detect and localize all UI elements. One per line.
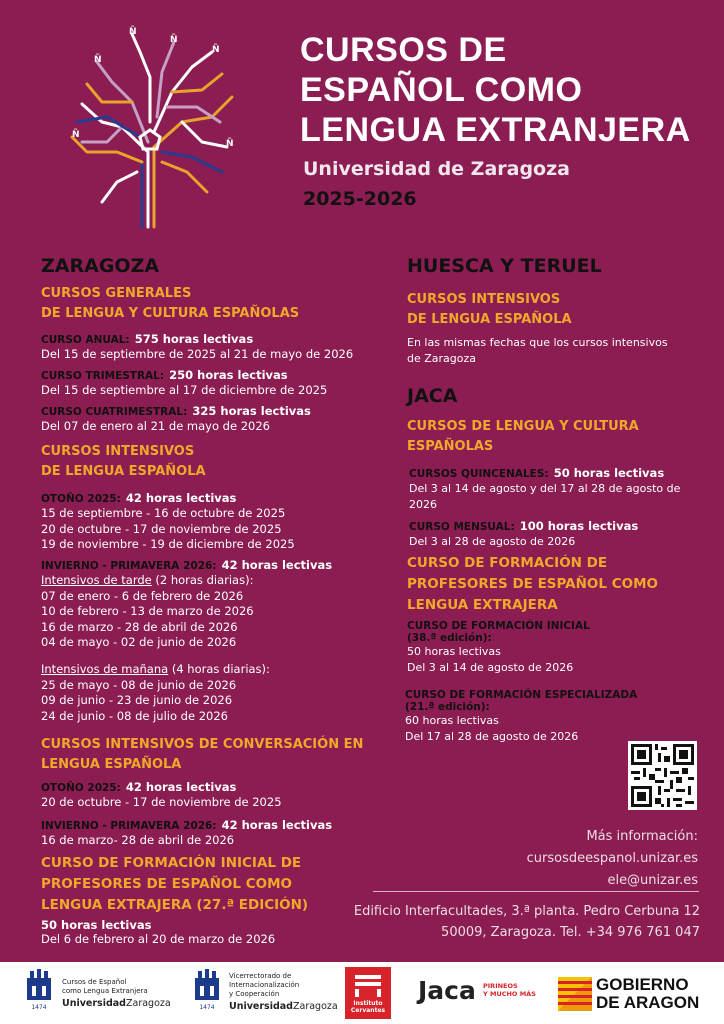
crest-year: 1474 — [199, 1004, 215, 1010]
intensivos-otono — [41, 487, 295, 553]
course-dates: Del 15 de septiembre de 2025 al 21 de mayo de 2026 — [41, 347, 354, 361]
manana-label: Intensivos de mañana — [41, 662, 169, 676]
course-dates: Del 07 de enero al 21 de mayo de 2026 — [41, 419, 270, 433]
tarde-note: (2 horas diarias): — [151, 573, 254, 587]
date-range: 10 de febrero - 13 de marzo de 2026 — [41, 604, 254, 618]
uni-part: Universidad — [62, 998, 126, 1009]
course-hours: 60 horas lectivas — [405, 714, 499, 727]
heading-line: CURSOS INTENSIVOS — [41, 444, 195, 459]
divider — [373, 891, 699, 892]
course-label: CURSO DE FORMACIÓN INICIAL — [407, 620, 590, 632]
main-title — [300, 30, 691, 150]
aragon-line: DE ARAGON — [596, 993, 700, 1012]
jaca-heading: JACA — [407, 385, 458, 407]
course-label: CURSO MENSUAL: — [409, 521, 515, 533]
logo-text-line: Vicerrectorado de — [229, 972, 292, 980]
heading-line: DE LENGUA ESPAÑOLA — [407, 312, 572, 327]
text-line: de Zaragoza — [407, 351, 477, 365]
university-crest-icon — [24, 968, 54, 1010]
course-hours: 100 horas lectivas — [519, 519, 639, 533]
course-dates: 2026 — [409, 497, 437, 511]
email-link[interactable]: ele@unizar.es — [607, 873, 698, 888]
logo1-university — [62, 998, 171, 1009]
season-hours: 42 horas lectivas — [221, 558, 333, 572]
svg-text:Ñ: Ñ — [129, 27, 137, 37]
course-label: CURSO CUATRIMESTRAL: — [41, 406, 188, 418]
title-line: ESPAÑOL COMO — [300, 71, 583, 109]
heading-line: DE LENGUA ESPAÑOLA — [41, 464, 206, 479]
course-label: CURSOS QUINCENALES: — [409, 468, 549, 480]
logo2-university — [229, 1001, 338, 1012]
title-line: CURSOS DE — [300, 31, 507, 69]
logo-text-line: Internacionalización — [229, 981, 300, 989]
svg-text:Ñ: Ñ — [212, 45, 220, 55]
uni-part: Universidad — [229, 1001, 293, 1012]
course-hours: 325 horas lectivas — [192, 404, 311, 418]
jaca-tagline — [483, 982, 536, 998]
tagline-line: Y MUCHO MÁS — [483, 990, 536, 998]
logo2-text — [229, 972, 299, 999]
cervantes-text: Instituto — [353, 1000, 383, 1007]
date-range: 15 de septiembre - 16 de octubre de 2025 — [41, 506, 286, 520]
logo1-text — [62, 978, 148, 996]
tagline-line: PIRINEOS — [483, 982, 518, 990]
course-hours: 50 horas lectivas — [41, 918, 152, 932]
intensivos-heading — [41, 442, 206, 482]
date-range: 04 de mayo - 02 de junio de 2026 — [41, 635, 237, 649]
date-range: 07 de enero - 6 de febrero de 2026 — [41, 588, 244, 603]
date-range: 20 de octubre - 17 de noviembre de 2025 — [41, 521, 282, 536]
hyt-course-heading — [407, 290, 572, 330]
mas-info-label: Más información: — [586, 829, 698, 844]
uni-part: Zaragoza — [292, 1001, 338, 1012]
aragon-line: GOBIERNO — [596, 975, 689, 994]
course-hours: 575 horas lectivas — [134, 332, 254, 346]
heading-line: PROFESORES DE ESPAÑOL COMO — [41, 876, 292, 892]
university-crest-icon — [192, 968, 222, 1010]
jaca-course-heading — [407, 417, 639, 457]
logo-text-line: y Cooperación — [229, 990, 280, 998]
text-line: En las mismas fechas que los cursos intensivos — [407, 336, 668, 349]
course-dates: Del 3 al 14 de agosto de 2026 — [407, 660, 574, 674]
date-range: 24 de junio - 08 de julio de 2026 — [41, 708, 228, 723]
course-label: CURSO DE FORMACIÓN ESPECIALIZADA — [405, 689, 638, 701]
footer-logos — [0, 962, 724, 1024]
formacion-inicial — [407, 620, 590, 675]
uni-part: Zaragoza — [125, 998, 171, 1009]
profesores-heading — [407, 553, 658, 616]
heading-line: CURSO DE FORMACIÓN DE — [407, 555, 608, 571]
formacion-heading — [41, 853, 308, 916]
formacion-especializada — [405, 689, 637, 744]
curso-anual — [41, 328, 353, 363]
address-line: 50009, Zaragoza. Tel. +34 976 761 047 — [441, 925, 700, 940]
heading-line: LENGUA EXTRAJERA (27.ª EDICIÓN) — [41, 897, 309, 913]
academic-year: 2025-2026 — [303, 188, 417, 210]
course-dates: Del 17 al 28 de agosto de 2026 — [405, 729, 579, 743]
course-dates: Del 15 de septiembre al 17 de diciembre de 2025 — [41, 383, 328, 397]
huesca-teruel-heading: HUESCA Y TERUEL — [407, 255, 602, 277]
svg-text:Ñ: Ñ — [170, 35, 178, 45]
course-dates: Del 3 al 14 de agosto y del 17 al 28 de agosto de — [409, 482, 681, 495]
season-hours: 42 horas lectivas — [125, 780, 237, 794]
season-label: INVIERNO - PRIMAVERA 2026: — [41, 820, 217, 832]
university-name: Universidad de Zaragoza — [303, 158, 570, 180]
season-label: OTOÑO 2025: — [41, 782, 121, 794]
svg-text:Ñ: Ñ — [226, 139, 234, 149]
intensivos-manana — [41, 662, 270, 724]
conversacion-otono — [41, 776, 282, 811]
heading-line: LENGUA EXTRAJERA — [407, 597, 558, 613]
heading-line: CURSOS INTENSIVOS — [407, 292, 561, 307]
season-hours: 42 horas lectivas — [125, 491, 237, 505]
website-link[interactable]: cursosdeespanol.unizar.es — [526, 851, 698, 866]
course-label: (21.ª edición): — [405, 701, 490, 713]
heading-line: CURSOS DE LENGUA Y CULTURA — [407, 419, 639, 434]
conversacion-heading — [41, 735, 363, 775]
tree-logo-icon — [62, 22, 242, 232]
course-hours: 250 horas lectivas — [169, 368, 288, 382]
qr-code-icon[interactable] — [628, 741, 697, 810]
season-label: OTOÑO 2025: — [41, 493, 121, 505]
tarde-label: Intensivos de tarde — [41, 573, 152, 587]
date-range: 09 de junio - 23 de junio de 2026 — [41, 693, 233, 707]
hyt-text — [407, 335, 668, 366]
contact-info — [527, 826, 698, 892]
formacion-details — [41, 918, 275, 948]
course-hours: 50 horas lectivas — [407, 645, 501, 658]
date-range: 16 de marzo - 28 de abril de 2026 — [41, 619, 238, 634]
jaca-logo: Jaca — [418, 976, 476, 1005]
heading-line: CURSOS GENERALES — [41, 286, 192, 301]
aragon-text — [596, 976, 699, 1012]
heading-line: PROFESORES DE ESPAÑOL COMO — [407, 576, 658, 592]
logo-text-line: Cursos de Español — [62, 978, 127, 986]
course-label: CURSO TRIMESTRAL: — [41, 370, 165, 382]
heading-line: CURSO DE FORMACIÓN INICIAL DE — [41, 855, 302, 871]
manana-note: (4 horas diarias): — [168, 662, 270, 676]
date-range: 25 de mayo - 08 de junio de 2026 — [41, 677, 237, 692]
course-label: (38.ª edición): — [407, 632, 492, 644]
season-hours: 42 horas lectivas — [221, 818, 333, 832]
date-range: 20 de octubre - 17 de noviembre de 2025 — [41, 795, 282, 809]
crest-year: 1474 — [31, 1004, 47, 1010]
zaragoza-heading: ZARAGOZA — [41, 255, 160, 277]
season-label: INVIERNO - PRIMAVERA 2026: — [41, 560, 217, 572]
curso-cuatrimestral — [41, 400, 311, 435]
quincenales — [409, 462, 680, 512]
aragon-flag-icon — [558, 977, 592, 1011]
heading-line: DE LENGUA Y CULTURA ESPAÑOLAS — [41, 306, 300, 321]
logo-text-line: como Lengua Extranjera — [62, 987, 148, 995]
course-dates: Del 3 al 28 de agosto de 2026 — [409, 535, 576, 548]
generales-heading — [41, 284, 299, 324]
course-dates: Del 6 de febrero al 20 de marzo de 2026 — [41, 932, 276, 946]
address — [354, 901, 700, 943]
heading-line: LENGUA ESPAÑOLA — [41, 757, 182, 772]
heading-line: CURSOS INTENSIVOS DE CONVERSACIÓN EN — [41, 737, 364, 752]
cervantes-logo-icon — [345, 967, 391, 1019]
date-range: 16 de marzo- 28 de abril de 2026 — [41, 833, 235, 847]
conversacion-invierno — [41, 814, 332, 849]
course-hours: 50 horas lectivas — [553, 466, 665, 480]
date-range: 19 de noviembre - 19 de diciembre de 2025 — [41, 537, 295, 551]
mensual — [409, 515, 638, 550]
address-line: Edificio Interfacultades, 3.ª planta. Pedro Cerbuna 12 — [353, 904, 700, 919]
title-line: LENGUA EXTRANJERA — [300, 111, 691, 149]
cervantes-text: Cervantes — [350, 1007, 386, 1014]
svg-text:Ñ: Ñ — [72, 130, 80, 140]
intensivos-invierno — [41, 554, 332, 651]
course-label: CURSO ANUAL: — [41, 334, 130, 346]
curso-trimestral — [41, 364, 327, 399]
svg-text:Ñ: Ñ — [94, 55, 102, 65]
heading-line: ESPAÑOLAS — [407, 439, 494, 454]
